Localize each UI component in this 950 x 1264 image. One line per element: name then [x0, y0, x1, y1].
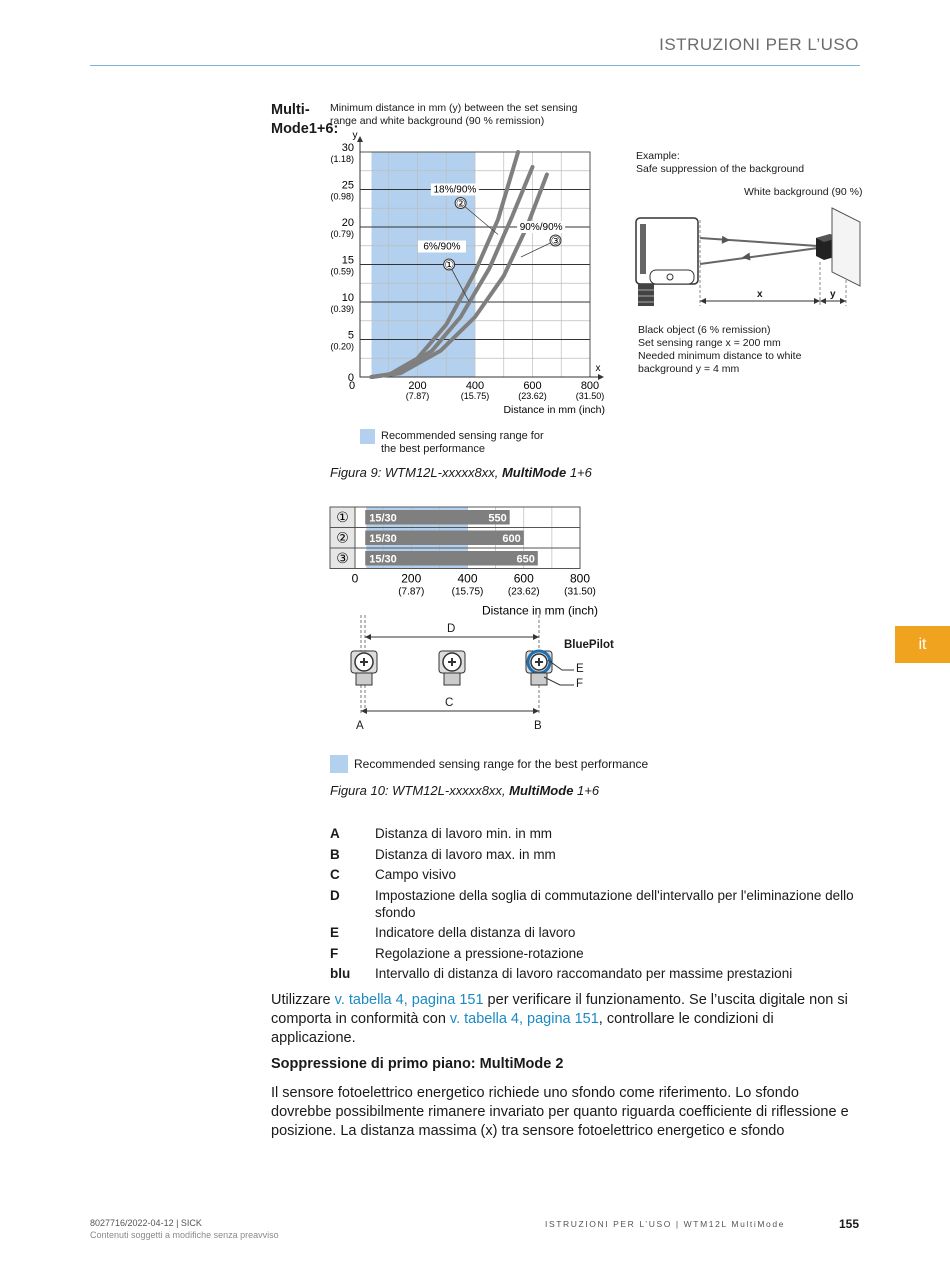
paragraph-1: Utilizzare v. tabella 4, pagina 151 per verificare il funzionamento. Se l’uscita digitale non si comporta in conformità con v. tabella 4, pagina 151, controllare le condizioni di applicazione. — [271, 992, 848, 1046]
bar-start-label: 15/30 — [369, 553, 397, 566]
definition-list — [330, 825, 860, 986]
series-label-3: 90%/90% — [519, 222, 563, 233]
x-axis-symbol: x — [595, 363, 601, 374]
y-axis-label: y — [352, 130, 358, 141]
language-tab[interactable] — [895, 626, 950, 663]
knob-min-icon — [351, 651, 377, 685]
row-marker-2: ② — [336, 529, 349, 546]
x-axis-label: Distance in mm (inch) — [503, 404, 605, 416]
y-tick-label: 0 — [347, 372, 354, 384]
x-tick-sublabel: (15.75) — [460, 391, 490, 401]
bar-end-label: 550 — [488, 512, 507, 525]
table-4-link-2[interactable]: v. tabella 4, pagina 151 — [449, 1011, 599, 1027]
y-tick-sublabel: (0.59) — [330, 266, 354, 277]
series-label-1: 6%/90% — [423, 241, 461, 253]
y-dimension-label: y — [830, 289, 836, 300]
section-label: Multi-Mode1+6: — [271, 102, 339, 137]
paragraph-2: Il sensore fotoelettrico energetico richiede uno sfondo come riferimento. Lo sfondo dovrebbe possibilmente rimanere invariato per quanto riguarda coefficiente di riflessione e posizione. La distanza massima (x) tra sensore fotoelettrico energetico e sfondo — [271, 1085, 849, 1139]
header-title: ISTRUZIONI PER L’USO — [659, 35, 859, 54]
label-a: A — [356, 720, 364, 732]
x-dimension-label: x — [757, 289, 763, 300]
white-background-label: White background (90 %) — [744, 186, 863, 198]
x-tick-sublabel: (23.62) — [518, 391, 547, 401]
label-f: F — [576, 678, 584, 690]
header-rule — [90, 65, 860, 66]
example-subtitle: Safe suppression of the background — [636, 163, 805, 175]
y-tick-label: 20 — [341, 217, 354, 229]
knob-max-bluepilot-icon — [526, 651, 552, 685]
definition-item: blu Intervallo di distanza di lavoro raccomandato per massime prestazioni — [330, 966, 793, 981]
x-tick-sublabel: (31.50) — [575, 391, 605, 401]
footer-right: ISTRUZIONI PER L’USO | WTM12L MultiMode — [545, 1219, 785, 1229]
legend-text-2: Recommended sensing range for the best performance — [354, 757, 649, 771]
y-tick-label: 25 — [341, 179, 354, 192]
x-tick-sublabel: (23.62) — [507, 586, 540, 598]
footer-note: Contenuti soggetti a modifiche senza preavviso — [90, 1230, 279, 1240]
subheading: Soppressione di primo piano: MultiMode 2 — [271, 1056, 564, 1072]
x-tick-sublabel: (31.50) — [564, 586, 596, 598]
x-axis-label: Distance in mm (inch) — [481, 603, 598, 618]
bluepilot-diagram — [330, 615, 630, 740]
y-tick-label: 5 — [347, 329, 354, 342]
table-4-link-1[interactable]: v. tabella 4, pagina 151 — [334, 992, 484, 1008]
example-diagram — [630, 200, 865, 320]
series-marker-3: ③ — [550, 235, 561, 248]
y-tick-label: 15 — [341, 254, 354, 267]
legend-swatch-2 — [330, 755, 348, 773]
definition-item: F Regolazione a pressione-rotazione — [330, 945, 584, 961]
x-tick-label: 200 — [401, 571, 422, 586]
legend-text: Recommended sensing range for the best performance — [381, 430, 544, 455]
definition-item: C Campo visivo — [330, 867, 457, 882]
figure-9-caption: Figura 9: WTM12L-xxxxx8xx, MultiMode 1+6 — [330, 465, 592, 480]
definition-item: E Indicatore della distanza di lavoro — [330, 925, 576, 940]
row-marker-3: ③ — [336, 550, 349, 566]
knob-mid-icon — [439, 651, 465, 685]
page-number: 155 — [838, 1217, 859, 1231]
x-tick-label: 800 — [569, 571, 591, 586]
definition-item: D Impostazione della soglia di commutazione dell'intervallo per l'eliminazione dello sfondo — [330, 887, 854, 920]
x-tick-sublabel: (15.75) — [451, 586, 484, 598]
y-tick-sublabel: (0.98) — [330, 191, 354, 202]
white-background-icon — [832, 208, 860, 286]
y-tick-label: 10 — [341, 292, 354, 304]
x-tick-sublabel: (7.87) — [405, 391, 430, 401]
x-tick-label: 0 — [351, 571, 359, 586]
footer-doc-id: 8027716/2022-04-12 | SICK — [90, 1218, 202, 1228]
chart-title: Minimum distance in mm (y) between the set sensing range and white background (90 % remission) — [330, 102, 578, 127]
y-tick-sublabel: (1.18) — [330, 154, 354, 164]
bar-start-label: 15/30 — [369, 533, 397, 545]
definition-item: A Distanza di lavoro min. in mm — [330, 826, 553, 841]
language-tab-label: it — [918, 635, 927, 653]
y-tick-sublabel: (0.79) — [330, 229, 354, 239]
definition-item: B Distanza di lavoro max. in mm — [330, 846, 556, 862]
y-axis-arrow — [357, 136, 363, 142]
y-tick-sublabel: (0.39) — [330, 304, 354, 314]
x-tick-label: 400 — [465, 380, 485, 392]
x-tick-sublabel: (7.87) — [398, 586, 425, 598]
label-c: C — [445, 697, 454, 709]
x-tick-label: 400 — [457, 571, 478, 586]
label-b: B — [534, 720, 542, 732]
figure-10-caption: Figura 10: WTM12L-xxxxx8xx, MultiMode 1+6 — [330, 783, 600, 798]
sensor-icon — [636, 218, 698, 306]
bar-end-label: 600 — [502, 533, 521, 545]
x-tick-label: 800 — [580, 380, 600, 392]
x-tick-label: 200 — [408, 380, 427, 392]
label-d: D — [447, 623, 456, 635]
x-tick-label: 600 — [513, 571, 534, 586]
example-title: Example: — [636, 150, 680, 162]
series-label-2: 18%/90% — [433, 184, 477, 196]
sensing-range-bar-chart — [320, 500, 630, 620]
bar-end-label: 650 — [516, 553, 535, 566]
x-tick-label: 600 — [523, 380, 542, 392]
y-tick-sublabel: (0.20) — [330, 341, 354, 352]
row-marker-1: ① — [336, 509, 349, 525]
example-notes: Black object (6 % remission) Set sensing range x = 200 mm Needed minimum distance to white background y = 4 mm — [638, 324, 802, 375]
legend-swatch — [360, 429, 375, 444]
label-e: E — [576, 663, 584, 675]
min-distance-chart — [320, 125, 620, 425]
y-tick-label: 30 — [341, 142, 354, 154]
footer-left — [90, 1217, 279, 1241]
x-tick-label: 0 — [348, 380, 356, 392]
series-marker-2: ② — [455, 198, 466, 210]
label-bluepilot: BluePilot — [564, 639, 614, 651]
bar-start-label: 15/30 — [369, 512, 397, 525]
series-marker-1: ① — [444, 259, 455, 272]
